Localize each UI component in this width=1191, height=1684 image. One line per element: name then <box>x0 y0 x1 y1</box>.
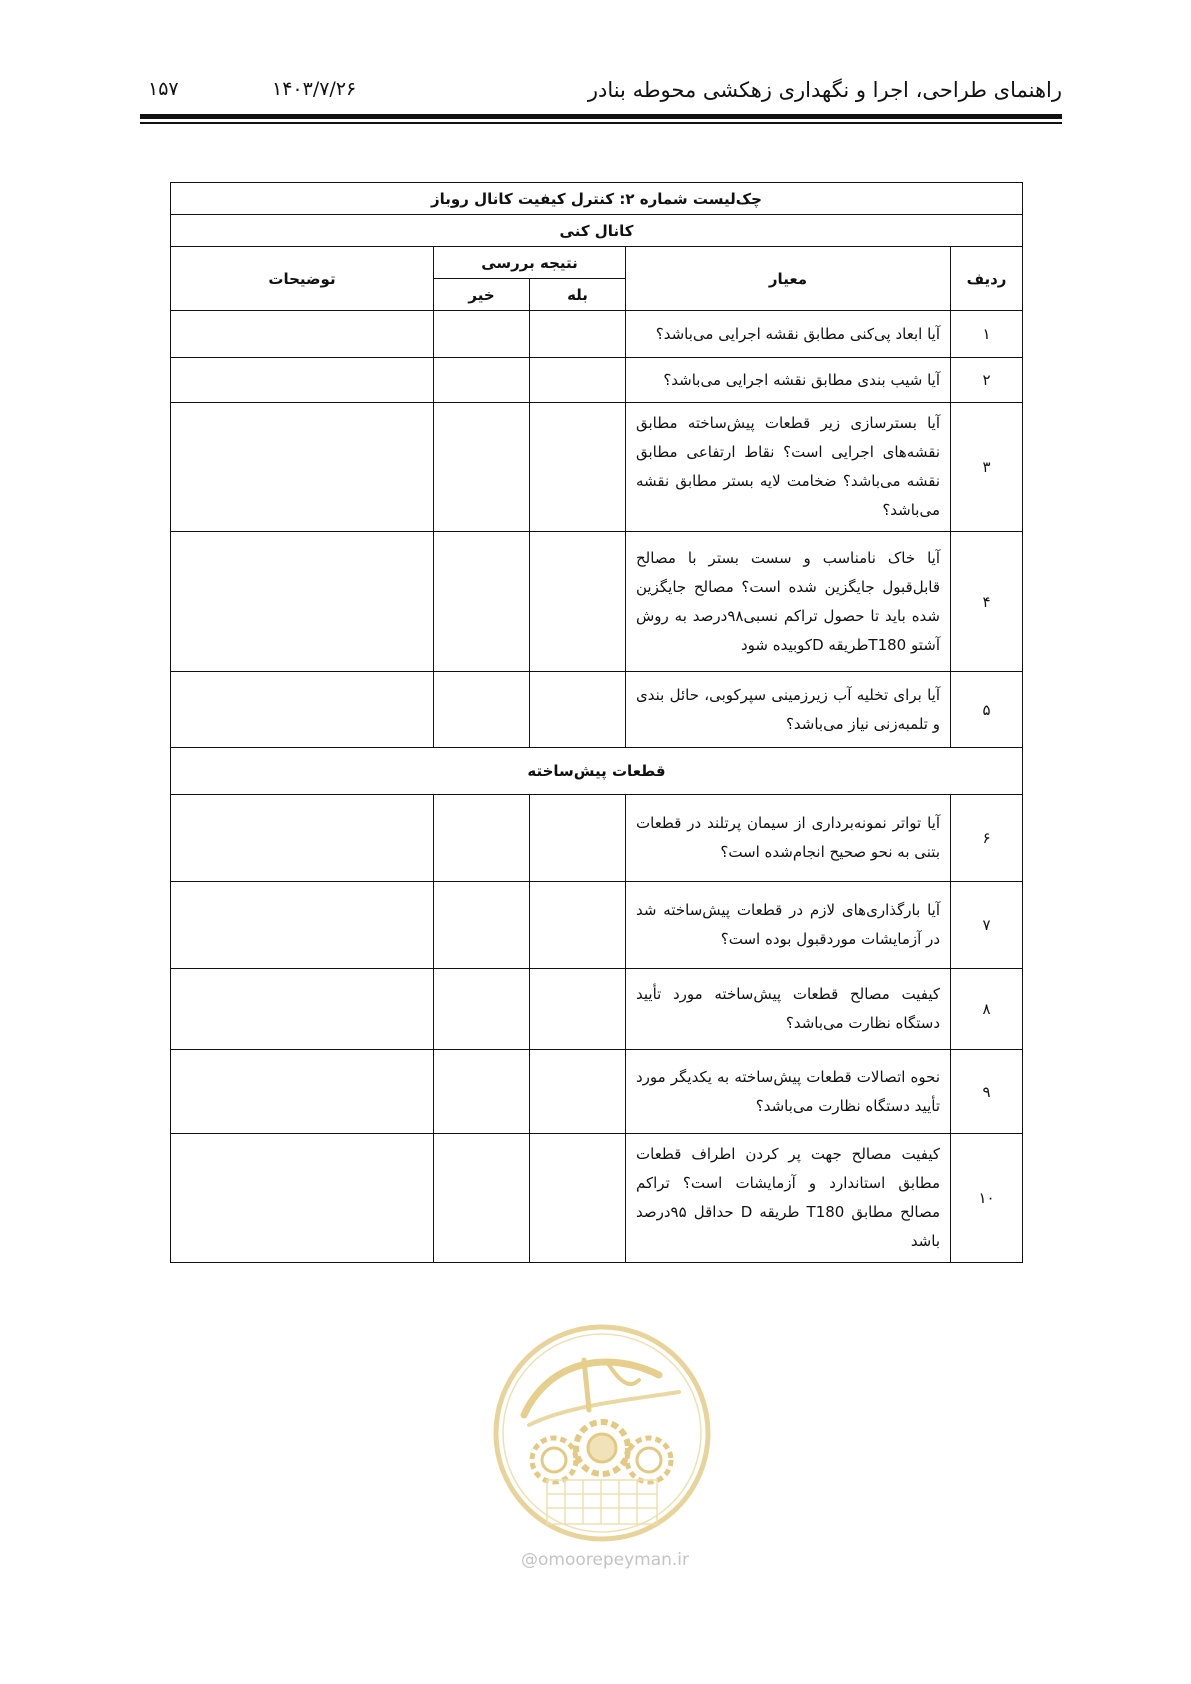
column-header-result: نتیجه بررسی <box>434 247 626 279</box>
criterion-text: آیا تواتر نمونه‌برداری از سیمان پرتلند در قطعات بتنی به نحو صحیح انجام‌شده است؟ <box>626 795 951 882</box>
notes-cell[interactable] <box>171 532 434 672</box>
no-cell[interactable] <box>434 403 530 532</box>
checklist-table <box>170 182 1023 1263</box>
criterion-text: کیفیت مصالح جهت پر کردن اطراف قطعات مطابق استاندارد و آزمایشات است؟ تراکم مصالح مطابق T180 طریقه D حداقل ۹۵درصد باشد <box>626 1134 951 1263</box>
column-header-notes: توضیحات <box>171 247 434 311</box>
no-cell[interactable] <box>434 532 530 672</box>
no-cell[interactable] <box>434 882 530 969</box>
notes-cell[interactable] <box>171 358 434 403</box>
yes-cell[interactable] <box>530 672 626 748</box>
header-date: ۱۴۰۳/۷/۲۶ <box>272 78 357 100</box>
yes-cell[interactable] <box>530 1134 626 1263</box>
section-title: قطعات پیش‌ساخته <box>171 748 1023 795</box>
notes-cell[interactable] <box>171 1050 434 1134</box>
page-number: ۱۵۷ <box>148 78 179 100</box>
table-row <box>171 532 1023 672</box>
watermark-url <box>500 1550 710 1570</box>
criterion-text: کیفیت مصالح قطعات پیش‌ساخته مورد تأیید دستگاه نظارت می‌باشد؟ <box>626 969 951 1050</box>
header-rule-thick <box>140 114 1062 119</box>
section-title: کانال کنی <box>171 215 1023 247</box>
criterion-text: آیا بسترسازی زیر قطعات پیش‌ساخته مطابق نقشه‌های اجرایی است؟ نقاط ارتفاعی مطابق نقشه می‌باشد؟ ضخامت لایه بستر مطابق نقشه می‌باشد؟ <box>626 403 951 532</box>
row-number: ۸ <box>951 969 1023 1050</box>
yes-cell[interactable] <box>530 1050 626 1134</box>
row-number: ۱ <box>951 311 1023 358</box>
criterion-text: آیا ابعاد پی‌کنی مطابق نقشه اجرایی می‌باشد؟ <box>626 311 951 358</box>
header-rule-thin <box>140 122 1062 124</box>
no-cell[interactable] <box>434 969 530 1050</box>
yes-cell[interactable] <box>530 532 626 672</box>
criterion-text: نحوه اتصالات قطعات پیش‌ساخته به یکدیگر مورد تأیید دستگاه نظارت می‌باشد؟ <box>626 1050 951 1134</box>
watermark-url-text: omoorepeyman.ir <box>537 1550 690 1570</box>
row-number: ۶ <box>951 795 1023 882</box>
table-row <box>171 311 1023 358</box>
notes-cell[interactable] <box>171 403 434 532</box>
row-number: ۳ <box>951 403 1023 532</box>
notes-cell[interactable] <box>171 795 434 882</box>
table-row <box>171 672 1023 748</box>
column-header-no: خیر <box>434 279 530 311</box>
row-number: ۴ <box>951 532 1023 672</box>
watermark-logo <box>489 1320 715 1546</box>
notes-cell[interactable] <box>171 672 434 748</box>
criterion-text: آیا بارگذاری‌های لازم در قطعات پیش‌ساخته شد در آزمایشات موردقبول بوده است؟ <box>626 882 951 969</box>
row-number: ۲ <box>951 358 1023 403</box>
criterion-text: آیا شیب بندی مطابق نقشه اجرایی می‌باشد؟ <box>626 358 951 403</box>
yes-cell[interactable] <box>530 358 626 403</box>
yes-cell[interactable] <box>530 403 626 532</box>
row-number: ۵ <box>951 672 1023 748</box>
column-header-criterion: معیار <box>626 247 951 311</box>
document-title: راهنمای طراحی، اجرا و نگهداری زهکشی محوطه بنادر <box>587 78 1062 102</box>
yes-cell[interactable] <box>530 311 626 358</box>
row-number: ۷ <box>951 882 1023 969</box>
no-cell[interactable] <box>434 358 530 403</box>
table-row <box>171 403 1023 532</box>
yes-cell[interactable] <box>530 882 626 969</box>
table-row <box>171 1050 1023 1134</box>
row-number: ۹ <box>951 1050 1023 1134</box>
no-cell[interactable] <box>434 1134 530 1263</box>
criterion-text: آیا برای تخلیه آب زیرزمینی سپرکوبی، حائل بندی و تلمبه‌زنی نیاز می‌باشد؟ <box>626 672 951 748</box>
yes-cell[interactable] <box>530 795 626 882</box>
notes-cell[interactable] <box>171 882 434 969</box>
notes-cell[interactable] <box>171 1134 434 1263</box>
at-sign-icon: @ <box>520 1550 538 1570</box>
page-header <box>140 70 1062 110</box>
column-header-yes: بله <box>530 279 626 311</box>
no-cell[interactable] <box>434 672 530 748</box>
checklist-title: چک‌لیست شماره ۲: کنترل کیفیت کانال روباز <box>171 183 1023 215</box>
row-number: ۱۰ <box>951 1134 1023 1263</box>
no-cell[interactable] <box>434 311 530 358</box>
column-header-row-number: ردیف <box>951 247 1023 311</box>
yes-cell[interactable] <box>530 969 626 1050</box>
no-cell[interactable] <box>434 795 530 882</box>
watermark-logo-graphic <box>489 1320 715 1546</box>
criterion-text: آیا خاک نامناسب و سست بستر با مصالح قابل‌قبول جایگزین شده است؟ مصالح جایگزین شده باید تا حصول تراکم نسبی۹۸درصد به روش آشتو T180طریقه Dکوبیده شود <box>626 532 951 672</box>
table-row <box>171 795 1023 882</box>
checklist-container <box>170 182 1022 1263</box>
table-row <box>171 1134 1023 1263</box>
notes-cell[interactable] <box>171 969 434 1050</box>
table-row <box>171 882 1023 969</box>
notes-cell[interactable] <box>171 311 434 358</box>
table-row <box>171 969 1023 1050</box>
table-row <box>171 358 1023 403</box>
no-cell[interactable] <box>434 1050 530 1134</box>
